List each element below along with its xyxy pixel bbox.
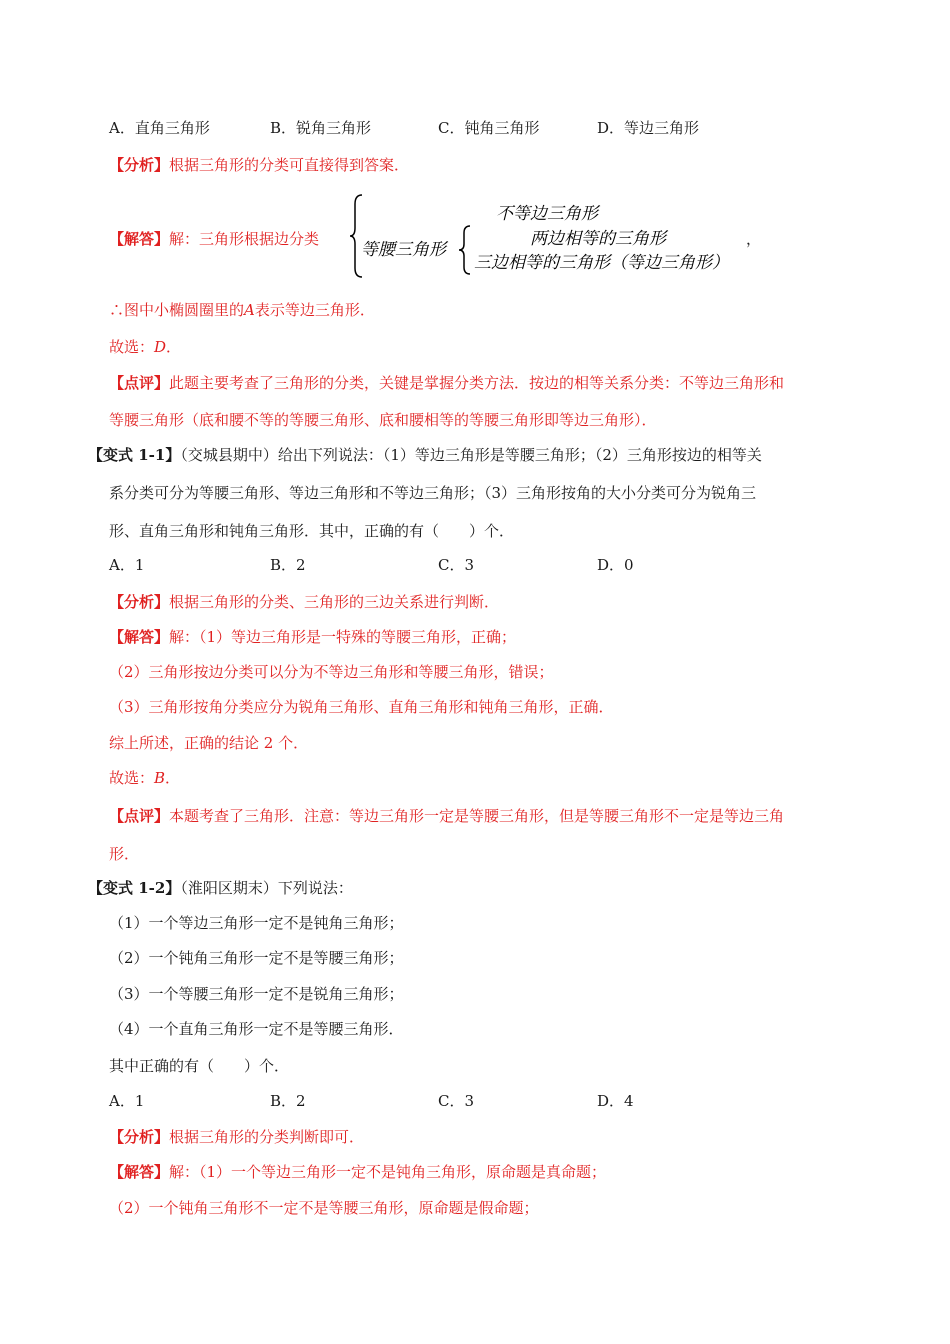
v11-analysis-tag: 【分析】 — [109, 593, 170, 611]
inner-brace — [458, 224, 474, 276]
v11-comment-tag: 【点评】 — [109, 807, 170, 825]
choice-val: D — [154, 338, 167, 356]
v11-summary: 综上所述，正确的结论 2 个． — [109, 734, 309, 752]
v11-analysis-text: 根据三角形的分类、三角形的三边关系进行判断． — [169, 593, 500, 611]
answer-intro: 解：三角形根据边分类 — [169, 230, 320, 248]
answer-line — [109, 229, 319, 249]
v12-item-3: （3）一个等腰三角形一定不是锐角三角形； — [109, 985, 404, 1003]
v12-answer-line-1 — [109, 1162, 606, 1182]
v11-option-d: D．0 — [597, 556, 634, 574]
choice-line — [109, 337, 181, 357]
v11-comment-text-1: 本题考查了三角形．注意：等边三角形一定是等腰三角形，但是等腰三角形不一定是等边三角 — [169, 807, 785, 825]
v12-item-4: （4）一个直角三角形一定不是等腰三角形． — [109, 1020, 404, 1038]
v11-choice-post: ． — [165, 769, 181, 787]
v11-answer-text-1: 解：（1）等边三角形是一特殊的等腰三角形，正确； — [169, 628, 517, 646]
variant-1-1-line-1 — [88, 445, 762, 465]
class-sub2: 三边相等的三角形（等边三角形） — [474, 253, 729, 273]
conclusion-pre: ∴图中小椭圆圈里的 — [109, 301, 245, 319]
v11-answer-line-1 — [109, 627, 516, 647]
analysis-text: 根据三角形的分类可直接得到答案． — [169, 156, 410, 174]
v11-option-a: A．1 — [109, 556, 145, 574]
variant-1-2-intro: （淮阳区期末）下列说法： — [180, 879, 353, 897]
v11-choice-line — [109, 768, 180, 788]
answer-tag: 【解答】 — [109, 230, 170, 248]
v12-answer-text-1: 解：（1）一个等边三角形一定不是钝角三角形，原命题是真命题； — [169, 1163, 607, 1181]
v12-answer-line-2: （2）一个钝角三角形不一定不是等腰三角形，原命题是假命题； — [109, 1199, 539, 1217]
v12-option-d: D．4 — [597, 1092, 634, 1110]
variant-1-1-tag: 【变式 1-1】 — [88, 446, 181, 464]
v12-analysis-line — [109, 1127, 364, 1147]
v11-option-c: C．3 — [438, 556, 475, 574]
v11-answer-line-2: （2）三角形按边分类可以分为不等边三角形和等腰三角形，错误； — [109, 663, 554, 681]
v12-option-c: C．3 — [438, 1092, 475, 1110]
v12-analysis-tag: 【分析】 — [109, 1128, 170, 1146]
variant-1-1-line-3: 形、直角三角形和钝角三角形．其中，正确的有（ ）个． — [109, 522, 515, 540]
v11-option-b: B．2 — [270, 556, 306, 574]
comment-text-1: 此题主要考查了三角形的分类，关键是掌握分类方法．按边的相等关系分类：不等边三角形和 — [169, 374, 785, 392]
v12-item-1: （1）一个等边三角形一定不是钝角三角形； — [109, 914, 404, 932]
comment-line-2: 等腰三角形（底和腰不等的等腰三角形、底和腰相等的等腰三角形即等边三角形）． — [109, 411, 657, 429]
option-d: D．等边三角形 — [597, 119, 700, 137]
v11-choice-pre: 故选： — [109, 769, 155, 787]
v12-item-2: （2）一个钝角三角形一定不是等腰三角形； — [109, 949, 404, 967]
v11-answer-line-3: （3）三角形按角分类应分为锐角三角形、直角三角形和钝角三角形，正确． — [109, 698, 614, 716]
class-mid: 等腰三角形 — [361, 240, 446, 260]
conclusion-var: A — [244, 301, 255, 319]
v12-answer-tag: 【解答】 — [109, 1163, 170, 1181]
comment-tag: 【点评】 — [109, 374, 170, 392]
class-sub1: 两边相等的三角形 — [530, 229, 666, 249]
option-c: C．钝角三角形 — [438, 119, 540, 137]
choice-pre: 故选： — [109, 338, 155, 356]
v12-option-b: B．2 — [270, 1092, 306, 1110]
conclusion-post: 表示等边三角形． — [254, 301, 375, 319]
v11-analysis-line — [109, 592, 499, 612]
v11-choice-val: B — [154, 769, 166, 787]
analysis-line — [109, 155, 409, 175]
v12-question: 其中正确的有（ ）个． — [109, 1057, 290, 1075]
option-b: B．锐角三角形 — [270, 119, 372, 137]
v11-answer-tag: 【解答】 — [109, 628, 170, 646]
v11-comment-line-1 — [109, 806, 784, 826]
choice-post: ． — [166, 338, 182, 356]
v11-comment-line-2: 形． — [109, 845, 140, 863]
variant-1-2-line-1 — [88, 878, 353, 898]
v12-analysis-text: 根据三角形的分类判断即可． — [169, 1128, 365, 1146]
variant-1-1-text-1: （交城县期中）给出下列说法：（1）等边三角形是等腰三角形；（2）三角形按边的相等关 — [180, 446, 762, 464]
conclusion-line — [109, 300, 375, 320]
analysis-tag: 【分析】 — [109, 156, 170, 174]
class-top: 不等边三角形 — [496, 204, 598, 224]
comment-line-1 — [109, 373, 784, 393]
v12-option-a: A．1 — [109, 1092, 145, 1110]
variant-1-1-line-2: 系分类可分为等腰三角形、等边三角形和不等边三角形；（3）三角形按角的大小分类可分为锐角三 — [109, 484, 757, 502]
class-comma: ， — [746, 230, 762, 248]
variant-1-2-tag: 【变式 1-2】 — [88, 879, 181, 897]
option-a: A．直角三角形 — [109, 119, 210, 137]
